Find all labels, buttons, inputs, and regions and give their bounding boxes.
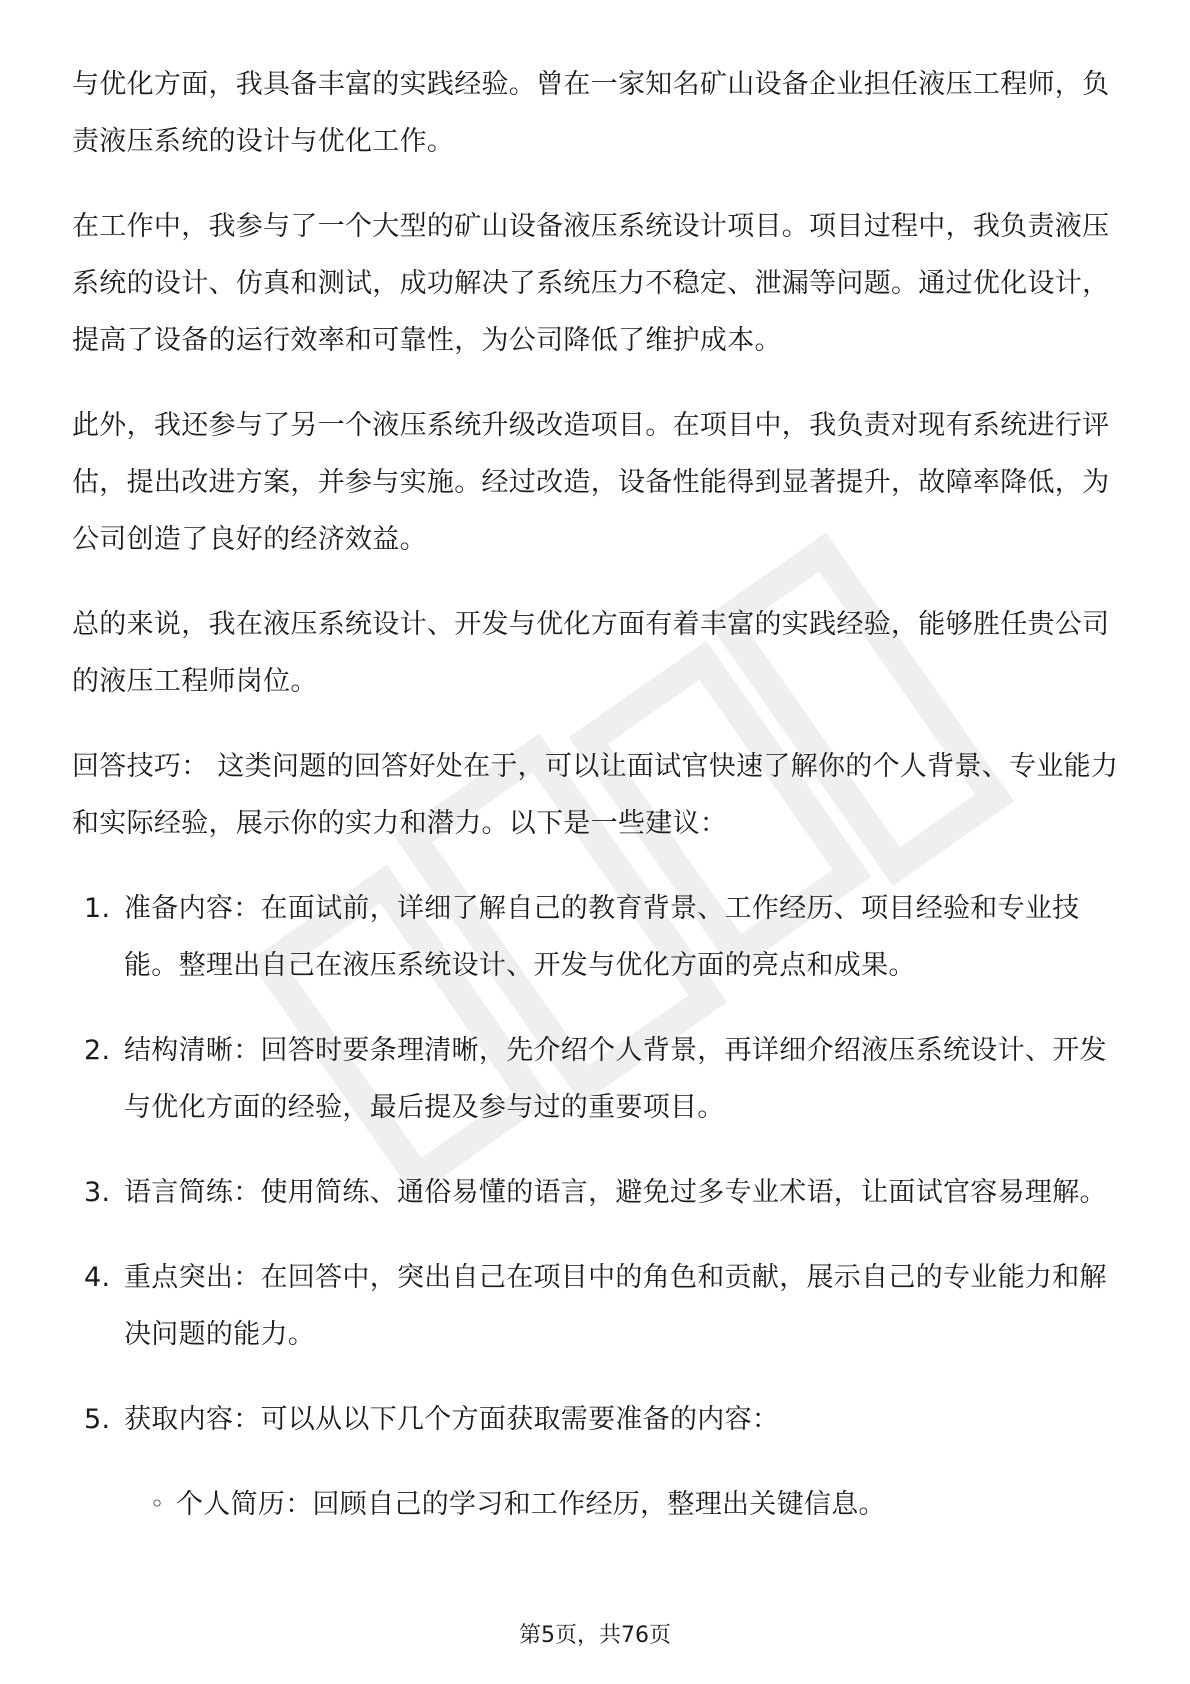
list-item [72, 880, 1122, 994]
sub-list [72, 1476, 1122, 1533]
tips-intro-label: 回答技巧： [72, 751, 209, 782]
document-body [72, 56, 1122, 1533]
body-paragraph: 在工作中，我参与了一个大型的矿山设备液压系统设计项目。项目过程中，我负责液压系统的设计、仿真和测试，成功解决了系统压力不稳定、泄漏等问题。通过优化设计，提高了设备的运行效率和可靠性，为公司降低了维护成本。 [72, 211, 1110, 356]
body-paragraph: 总的来说，我在液压系统设计、开发与优化方面有着丰富的实践经验，能够胜任贵公司的液压工程师岗位。 [72, 609, 1110, 697]
body-paragraph: 与优化方面，我具备丰富的实践经验。曾在一家知名矿山设备企业担任液压工程师，负责液压系统的设计与优化工作。 [72, 69, 1110, 157]
sub-list-item [72, 1476, 1122, 1533]
page-number-footer: 第5页，共76页 [519, 1623, 671, 1648]
list-item-text: 语言简练：使用简练、通俗易懂的语言，避免过多专业术语，让面试官容易理解。 [124, 1177, 1107, 1208]
list-item [72, 1249, 1122, 1363]
list-item-text: 重点突出：在回答中，突出自己在项目中的角色和贡献，展示自己的专业能力和解决问题的能力。 [124, 1262, 1107, 1350]
list-item-number: 3. [84, 1177, 111, 1208]
body-paragraph: 此外，我还参与了另一个液压系统升级改造项目。在项目中，我负责对现有系统进行评估，提出改进方案，并参与实施。经过改造，设备性能得到显著提升，故障率降低，为公司创造了良好的经济效益。 [72, 410, 1110, 555]
list-item-text: 获取内容：可以从以下几个方面获取需要准备的内容： [124, 1404, 780, 1435]
list-item-number: 5. [84, 1404, 111, 1435]
list-item [72, 1164, 1122, 1221]
list-item-number: 2. [84, 1035, 111, 1066]
hollow-bullet-icon: ◦ [150, 1490, 165, 1518]
list-item-number: 1. [84, 893, 111, 924]
tips-intro-text: 这类问题的回答好处在于，可以让面试官快速了解你的个人背景、专业能力和实际经验，展示你的实力和潜力。以下是一些建议： [72, 751, 1119, 839]
list-item-number: 4. [84, 1262, 111, 1293]
list-item [72, 1022, 1122, 1136]
list-item-text: 准备内容：在面试前，详细了解自己的教育背景、工作经历、项目经验和专业技能。整理出自己在液压系统设计、开发与优化方面的亮点和成果。 [124, 893, 1080, 981]
list-item [72, 1391, 1122, 1448]
list-item-text: 结构清晰：回答时要条理清晰，先介绍个人背景，再详细介绍液压系统设计、开发与优化方面的经验，最后提及参与过的重要项目。 [124, 1035, 1107, 1123]
tips-list [72, 880, 1122, 1448]
tips-intro [72, 738, 1122, 852]
sub-list-item-text: 个人简历：回顾自己的学习和工作经历，整理出关键信息。 [176, 1489, 886, 1520]
